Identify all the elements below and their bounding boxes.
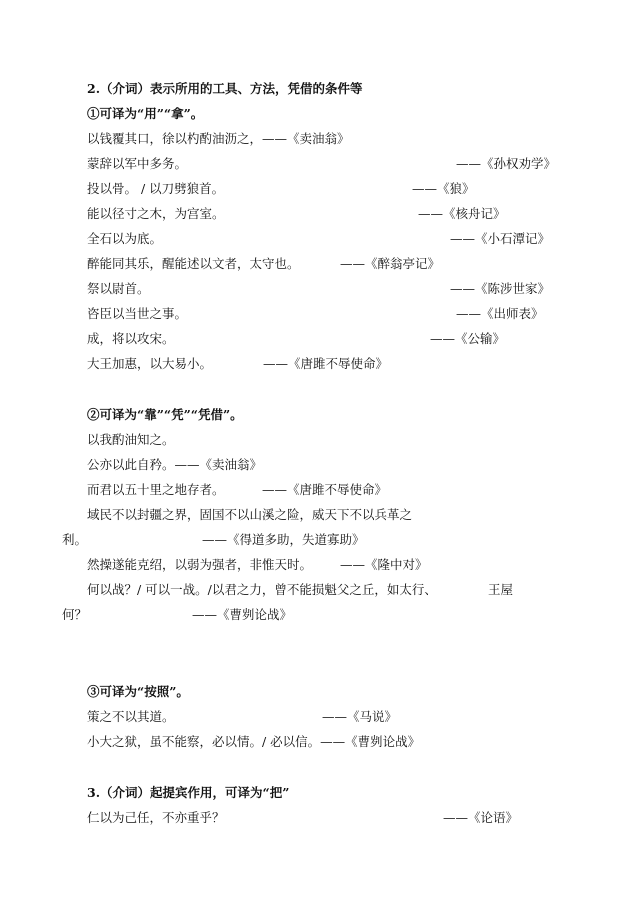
example-line: 祭以尉首。	[87, 281, 150, 296]
example-line: 大王加惠，以大易小。	[87, 356, 213, 371]
example-source: ——《论语》	[443, 810, 519, 825]
section-2-heading: 2.（介词）表示所用的工具、方法，凭借的条件等	[87, 81, 363, 96]
subsection-1-heading: ①可译为“用”“拿”。	[87, 106, 204, 121]
example-line: 仁以为己任，不亦重乎？	[87, 810, 225, 825]
example-source: ——《小石潭记》	[450, 231, 551, 246]
example-source: ——《核舟记》	[418, 206, 506, 221]
example-line: 何以战？/ 可以一战。/以君之力，曾不能损魁父之丘，如太行、	[87, 582, 437, 597]
example-source: ——《唐雎不辱使命》	[263, 356, 389, 371]
example-source: ——《出师表》	[456, 306, 544, 321]
example-source: ——《隆中对》	[340, 557, 428, 572]
example-line: 而君以五十里之地存者。	[87, 482, 225, 497]
example-line: 何？	[62, 607, 88, 622]
example-line: 蒙辞以军中多务。	[87, 156, 188, 171]
example-source: ——《得道多助，失道寡助》	[202, 532, 365, 547]
example-line: 全石以为底。	[87, 231, 163, 246]
example-source: ——《唐雎不辱使命》	[262, 482, 388, 497]
example-source: ——《醉翁亭记》	[340, 256, 441, 271]
example-line: 利。	[62, 532, 88, 547]
example-source: ——《曹刿论战》	[192, 607, 293, 622]
example-line: 小大之狱，虽不能察，必以情。/ 必以信。——《曹刿论战》	[87, 734, 421, 749]
example-source: ——《陈涉世家》	[450, 281, 551, 296]
example-line: 王屋	[488, 582, 514, 597]
example-source: ——《马说》	[322, 709, 398, 724]
subsection-3-heading: ③可译为“按照”。	[87, 684, 189, 699]
example-line: 策之不以其道。	[87, 709, 175, 724]
example-source: ——《狼》	[412, 181, 475, 196]
example-line: 咨臣以当世之事。	[87, 306, 188, 321]
example-line: 然操遂能克绍，以弱为强者，非惟天时。	[87, 557, 313, 572]
example-line: 以钱覆其口，徐以杓酌油沥之，——《卖油翁》	[87, 131, 350, 146]
subsection-2-heading: ②可译为“靠”“凭”“凭借”。	[87, 407, 243, 422]
example-line: 域民不以封疆之界，固国不以山溪之险，威天下不以兵革之	[87, 507, 413, 522]
example-line: 能以径寸之木，为宫室。	[87, 206, 225, 221]
example-source: ——《孙权劝学》	[456, 156, 557, 171]
section-3-heading: 3.（介词）起提宾作用，可译为“把”	[87, 785, 290, 800]
example-line: 公亦以此自矜。——《卖油翁》	[87, 457, 263, 472]
example-line: 成，将以攻宋。	[87, 331, 175, 346]
example-line: 投以骨。 / 以刀劈狼首。	[87, 181, 225, 196]
example-line: 以我酌油知之。	[87, 432, 175, 447]
example-source: ——《公输》	[430, 331, 506, 346]
example-line: 醉能同其乐，醒能述以文者，太守也。	[87, 256, 300, 271]
